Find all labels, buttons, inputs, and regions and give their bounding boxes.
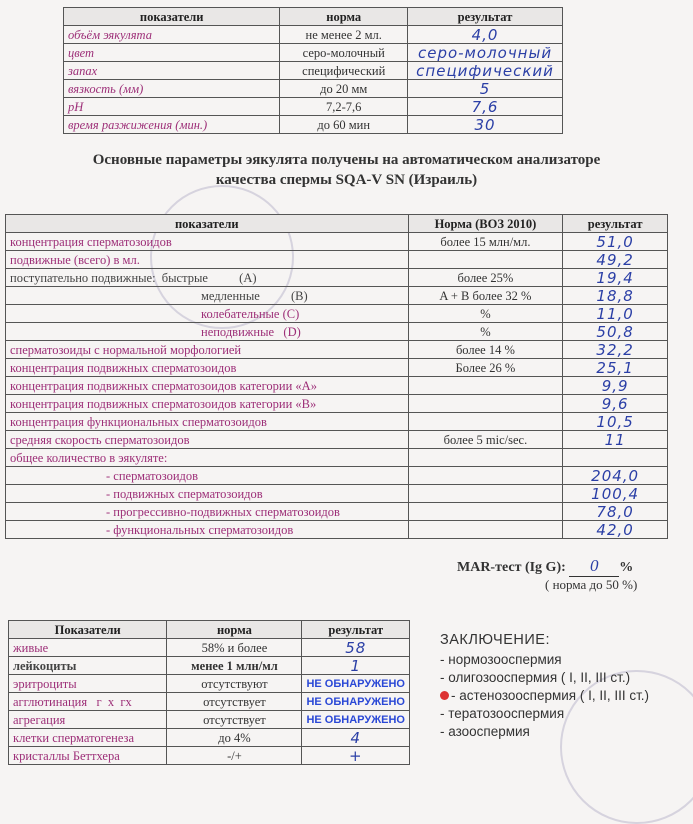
- row-norm: A + B более 32 %: [408, 287, 563, 305]
- row-label: общее количество в эякуляте:: [6, 449, 409, 467]
- table-row: [64, 44, 563, 62]
- table-row: [6, 305, 668, 323]
- row-label: - функциональных сперматозоидов: [6, 521, 409, 539]
- table-row: [6, 395, 668, 413]
- row-norm: более 15 млн/мл.: [408, 233, 563, 251]
- table-row: [6, 521, 668, 539]
- table-row: [6, 359, 668, 377]
- row-label: лейкоциты: [9, 657, 167, 675]
- table-row: [9, 729, 410, 747]
- row-label: концентрация функциональных сперматозоидов: [6, 413, 409, 431]
- row-result: 50,8: [563, 323, 668, 341]
- row-norm: 7,2-7,6: [280, 98, 408, 116]
- conclusion-heading: ЗАКЛЮЧЕНИЕ:: [440, 632, 550, 648]
- row-label: медленные (B): [6, 287, 409, 305]
- row-label: концентрация подвижных сперматозоидов: [6, 359, 409, 377]
- row-result: 51,0: [563, 233, 668, 251]
- row-result: 204,0: [563, 467, 668, 485]
- table-row: [9, 675, 410, 693]
- row-result: 9,9: [563, 377, 668, 395]
- conclusion-item: - нормозооспермия: [440, 652, 562, 667]
- row-result: 49,2: [563, 251, 668, 269]
- row-result: 4: [302, 729, 410, 747]
- row-label: вязкость (мм): [64, 80, 280, 98]
- table-row: [6, 485, 668, 503]
- row-label: подвижные (всего) в мл.: [6, 251, 409, 269]
- row-result: [563, 449, 668, 467]
- table-header-row: [64, 8, 563, 26]
- selected-marker-icon: [440, 691, 449, 700]
- row-norm: [408, 503, 563, 521]
- table-row: [9, 639, 410, 657]
- table-header-row: [9, 621, 410, 639]
- row-norm: отсутствует: [167, 711, 302, 729]
- row-result: 32,2: [563, 341, 668, 359]
- row-label: объём эякулята: [64, 26, 280, 44]
- row-norm: до 20 мм: [280, 80, 408, 98]
- row-label: цвет: [64, 44, 280, 62]
- column-header: результат: [408, 8, 563, 26]
- row-norm: %: [408, 305, 563, 323]
- sqa-parameters-table: [5, 214, 668, 539]
- conclusion-item: - азооспермия: [440, 724, 530, 739]
- row-label: - прогрессивно-подвижных сперматозоидов: [6, 503, 409, 521]
- row-label: - сперматозоидов: [6, 467, 409, 485]
- row-label: сперматозоиды с нормальной морфологией: [6, 341, 409, 359]
- table-row: [64, 80, 563, 98]
- row-result: 30: [408, 116, 563, 134]
- column-header: Показатели: [9, 621, 167, 639]
- row-label: колебательные (C): [6, 305, 409, 323]
- row-result: +: [302, 747, 410, 765]
- additional-parameters-table: [8, 620, 410, 765]
- conclusion-item: - тератозооспермия: [440, 706, 565, 721]
- row-norm: 58% и более: [167, 639, 302, 657]
- row-result: 11: [563, 431, 668, 449]
- row-norm: %: [408, 323, 563, 341]
- column-header: норма: [280, 8, 408, 26]
- column-header: показатели: [64, 8, 280, 26]
- mar-test-value: 0: [569, 556, 619, 577]
- row-result: 25,1: [563, 359, 668, 377]
- row-result-stamp: НЕ ОБНАРУЖЕНО: [302, 711, 410, 729]
- row-result: 10,5: [563, 413, 668, 431]
- table-row: [6, 377, 668, 395]
- row-norm: [408, 467, 563, 485]
- table-row: [9, 711, 410, 729]
- row-result: 18,8: [563, 287, 668, 305]
- table-row: [6, 233, 668, 251]
- table-row: [6, 467, 668, 485]
- conclusion-item-label: - астенозооспермия ( I, II, III ст.): [451, 688, 650, 703]
- row-result: 4,0: [408, 26, 563, 44]
- mar-test-unit: %: [619, 560, 634, 575]
- table-row: [9, 657, 410, 675]
- table-row: [64, 26, 563, 44]
- row-norm: серо-молочный: [280, 44, 408, 62]
- row-result: 58: [302, 639, 410, 657]
- row-norm: отсутствуют: [167, 675, 302, 693]
- row-label: концентрация подвижных сперматозоидов категории «В»: [6, 395, 409, 413]
- row-result-stamp: НЕ ОБНАРУЖЕНО: [302, 693, 410, 711]
- row-result-stamp: НЕ ОБНАРУЖЕНО: [302, 675, 410, 693]
- row-label: клетки сперматогенеза: [9, 729, 167, 747]
- row-norm: [408, 449, 563, 467]
- row-norm: [408, 251, 563, 269]
- basic-parameters-table: [63, 7, 563, 134]
- row-label: средняя скорость сперматозоидов: [6, 431, 409, 449]
- table-row: [9, 747, 410, 765]
- row-result: 9,6: [563, 395, 668, 413]
- row-label: кристаллы Беттхера: [9, 747, 167, 765]
- row-label: неподвижные (D): [6, 323, 409, 341]
- section-title: [40, 150, 653, 190]
- conclusion: [440, 631, 649, 741]
- table-row: [6, 323, 668, 341]
- table-row: [6, 341, 668, 359]
- table-row: [6, 287, 668, 305]
- row-norm: более 14 %: [408, 341, 563, 359]
- row-label: концентрация подвижных сперматозоидов категории «А»: [6, 377, 409, 395]
- mar-test: [457, 556, 633, 577]
- row-label: агрегация: [9, 711, 167, 729]
- row-norm: более 25%: [408, 269, 563, 287]
- table-row: [6, 269, 668, 287]
- row-norm: до 60 мин: [280, 116, 408, 134]
- row-result: 7,6: [408, 98, 563, 116]
- row-norm: -/+: [167, 747, 302, 765]
- row-label: живые: [9, 639, 167, 657]
- row-result: 100,4: [563, 485, 668, 503]
- row-norm: специфический: [280, 62, 408, 80]
- table-row: [6, 449, 668, 467]
- table-row: [6, 431, 668, 449]
- column-header: результат: [563, 215, 668, 233]
- row-norm: более 5 mic/sec.: [408, 431, 563, 449]
- row-label: время разжижения (мин.): [64, 116, 280, 134]
- conclusion-item-selected: [440, 687, 649, 705]
- row-norm: не менее 2 мл.: [280, 26, 408, 44]
- row-result: 42,0: [563, 521, 668, 539]
- section-title-line-2: качества спермы SQA-V SN (Израиль): [215, 172, 478, 188]
- mar-test-label: MAR-тест (Ig G):: [457, 560, 566, 575]
- table-row: [6, 251, 668, 269]
- row-norm: [408, 395, 563, 413]
- row-label: поступательно подвижные: быстрые (A): [6, 269, 409, 287]
- row-norm: [408, 377, 563, 395]
- table-row: [64, 116, 563, 134]
- column-header: норма: [167, 621, 302, 639]
- row-norm: [408, 413, 563, 431]
- row-label: запах: [64, 62, 280, 80]
- table-row: [9, 693, 410, 711]
- row-result: 19,4: [563, 269, 668, 287]
- table-row: [64, 98, 563, 116]
- mar-test-norm: ( норма до 50 %): [545, 577, 638, 592]
- column-header: Норма (ВОЗ 2010): [408, 215, 563, 233]
- row-result: 78,0: [563, 503, 668, 521]
- column-header: результат: [302, 621, 410, 639]
- row-norm: менее 1 млн/мл: [167, 657, 302, 675]
- table-row: [6, 503, 668, 521]
- table-row: [6, 413, 668, 431]
- row-label: эритроциты: [9, 675, 167, 693]
- row-result: 11,0: [563, 305, 668, 323]
- row-label: pH: [64, 98, 280, 116]
- row-norm: отсутствует: [167, 693, 302, 711]
- section-title-line-1: Основные параметры эякулята получены на автоматическом анализаторе: [92, 152, 601, 168]
- row-result: 5: [408, 80, 563, 98]
- table-header-row: [6, 215, 668, 233]
- column-header: показатели: [6, 215, 409, 233]
- row-result: 1: [302, 657, 410, 675]
- row-result: специфический: [408, 62, 563, 80]
- row-norm: [408, 521, 563, 539]
- row-label: - подвижных сперматозоидов: [6, 485, 409, 503]
- row-norm: [408, 485, 563, 503]
- row-label: концентрация сперматозоидов: [6, 233, 409, 251]
- row-label: агглютинация г х гх: [9, 693, 167, 711]
- row-norm: до 4%: [167, 729, 302, 747]
- conclusion-item: - олигозооспермия ( I, II, III ст.): [440, 670, 631, 685]
- row-result: серо-молочный: [408, 44, 563, 62]
- row-norm: Более 26 %: [408, 359, 563, 377]
- table-row: [64, 62, 563, 80]
